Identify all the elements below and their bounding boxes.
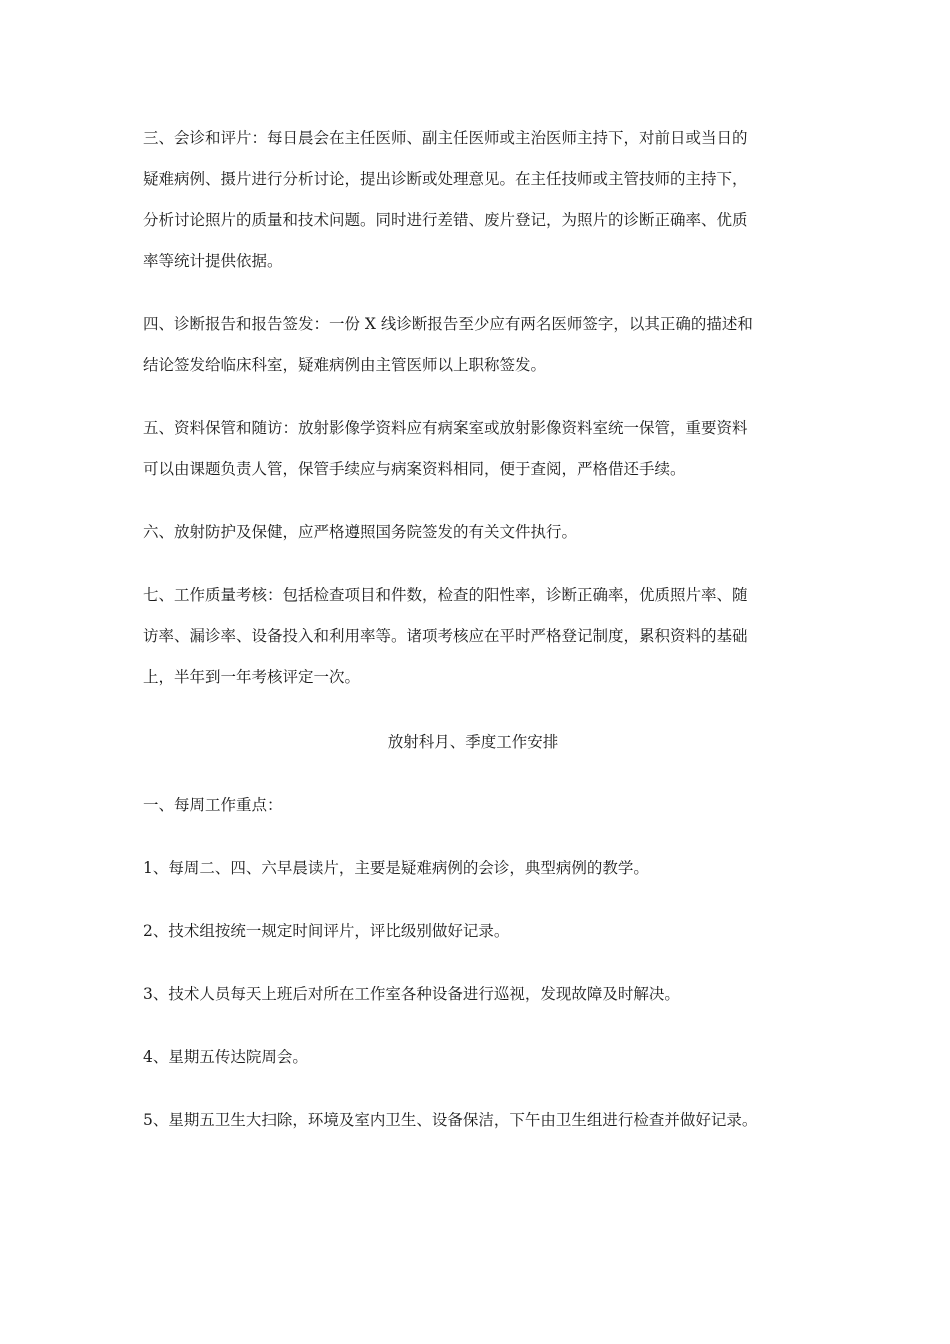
list-item: 3、技术人员每天上班后对所在工作室各种设备进行巡视，发现故障及时解决。	[143, 985, 680, 1003]
text-line: 四、诊断报告和报告签发：一份 X 线诊断报告至少应有两名医师签字，以其正确的描述和	[143, 315, 753, 333]
text-line: 疑难病例、摄片进行分析讨论，提出诊断或处理意见。在主任技师或主管技师的主持下，	[143, 170, 748, 188]
paragraph-gap	[143, 1078, 803, 1100]
text-line: 结论签发给临床科室，疑难病例由主管医师以上职称签发。	[143, 356, 547, 374]
text-line: 上，半年到一年考核评定一次。	[143, 668, 361, 686]
paragraph-gap	[143, 889, 803, 911]
weekly-heading: 一、每周工作重点：	[143, 796, 283, 814]
text-line: 五、资料保管和随访：放射影像学资料应有病案室或放射影像资料室统一保管，重要资料	[143, 419, 748, 437]
paragraph-gap	[143, 826, 803, 848]
list-item: 4、星期五传达院周会。	[143, 1048, 308, 1066]
paragraph-gap	[143, 1015, 803, 1037]
paragraph-gap	[143, 698, 803, 722]
text-line: 三、会诊和评片：每日晨会在主任医师、副主任医师或主治医师主持下，对前日或当日的	[143, 129, 748, 147]
text-line: 率等统计提供依据。	[143, 252, 283, 270]
paragraph-gap	[143, 763, 803, 785]
text-line: 七、工作质量考核：包括检查项目和件数，检查的阳性率，诊断正确率，优质照片率、随	[143, 586, 748, 604]
text-line: 分析讨论照片的质量和技术问题。同时进行差错、废片登记，为照片的诊断正确率、优质	[143, 211, 748, 229]
text-line: 六、放射防护及保健，应严格遵照国务院签发的有关文件执行。	[143, 523, 578, 541]
paragraph-gap	[143, 490, 803, 512]
paragraph-liu	[143, 512, 803, 553]
paragraph-si	[143, 304, 803, 386]
text-line: 可以由课题负责人管，保管手续应与病案资料相同，便于查阅，严格借还手续。	[143, 460, 686, 478]
text-line: 访率、漏诊率、设备投入和利用率等。诸项考核应在平时严格登记制度，累积资料的基础	[143, 627, 748, 645]
paragraph-qi	[143, 575, 803, 698]
paragraph-gap	[143, 386, 803, 408]
list-item: 2、技术组按统一规定时间评片，评比级别做好记录。	[143, 922, 510, 940]
paragraph-san	[143, 118, 803, 282]
list-item: 5、星期五卫生大扫除，环境及室内卫生、设备保洁，下午由卫生组进行检查并做好记录。	[143, 1111, 758, 1129]
document-page	[143, 118, 803, 1141]
paragraph-wu	[143, 408, 803, 490]
paragraph-gap	[143, 952, 803, 974]
section-title: 放射科月、季度工作安排	[387, 733, 559, 751]
paragraph-gap	[143, 282, 803, 304]
list-item: 1、每周二、四、六早晨读片，主要是疑难病例的会诊，典型病例的教学。	[143, 859, 649, 877]
paragraph-gap	[143, 553, 803, 575]
